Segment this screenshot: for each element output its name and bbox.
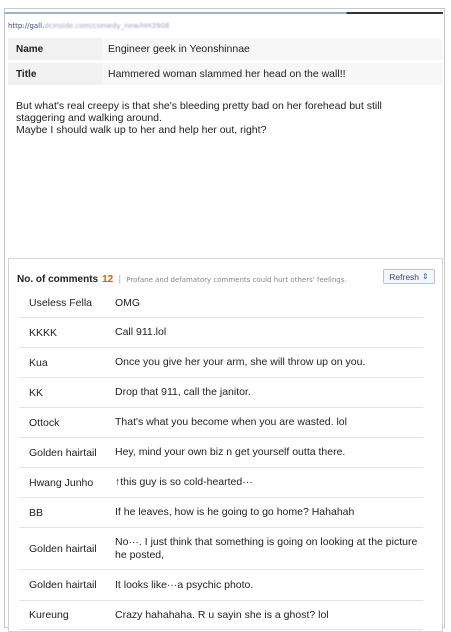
comment-row	[19, 570, 423, 601]
comment-row	[19, 348, 423, 378]
post-line: Maybe I should walk up to her and help her out, right?	[16, 124, 267, 136]
comment-author[interactable]: KKKK	[29, 326, 58, 339]
info-key: Title	[16, 68, 37, 80]
comment-author[interactable]: BB	[29, 506, 44, 519]
comment-row	[19, 318, 423, 348]
comment-row	[19, 528, 423, 570]
url-blurred: dcinside.com/comedy_new/HH3908	[44, 22, 170, 30]
comment-author[interactable]: Golden hairtail	[29, 446, 97, 459]
post-line: But what's real creepy is that she's bleeding pretty bad on her forehead but still	[16, 100, 382, 112]
comment-author[interactable]: KK	[29, 386, 44, 399]
post-line: staggering and walking around.	[16, 112, 162, 124]
comments-header	[17, 274, 347, 285]
comment-text: Drop that 911, call the janitor.	[115, 386, 251, 399]
comment-row	[19, 601, 423, 630]
comment-text: Hey, mind your own biz n get yourself outta there.	[115, 446, 346, 459]
comment-author[interactable]: Kua	[29, 356, 48, 369]
comment-text: If he leaves, how is he going to go home? Hahahah	[115, 506, 355, 519]
comment-row	[19, 438, 423, 468]
comment-author[interactable]: Useless Fella	[29, 297, 93, 309]
comment-text: OMG	[115, 296, 141, 309]
comment-text: No···. I just think that something is going on looking at the picture he posted,	[115, 536, 418, 561]
comment-row	[19, 498, 423, 528]
comment-row	[19, 378, 423, 408]
top-rule	[4, 12, 443, 14]
refresh-label: Refresh	[389, 271, 420, 282]
info-row-name	[8, 38, 443, 60]
post-info-table	[8, 38, 443, 88]
comments-note: Profane and defamatory comments could hurt others' feelings.	[126, 275, 347, 284]
info-value: Engineer geek in Yeonshinnae	[102, 38, 443, 60]
comment-author[interactable]: Kureung	[29, 609, 69, 621]
info-key: Name	[16, 43, 44, 55]
comment-text: Once you give her your arm, she will throw up on you.	[115, 356, 366, 369]
info-row-title	[8, 63, 443, 85]
comments-title: No. of comments	[17, 274, 99, 285]
comment-text: Call 911.lol	[115, 326, 167, 339]
comment-text: Crazy hahahaha. R u sayin she is a ghost? lol	[115, 608, 329, 621]
page-url[interactable]	[8, 22, 169, 30]
post-body	[16, 100, 436, 136]
header-separator: |	[118, 274, 122, 285]
comment-author[interactable]: Ottock	[29, 416, 60, 429]
comments-count: 12	[102, 274, 114, 285]
url-prefix: http://gall.	[8, 22, 45, 30]
comment-text: That's what you become when you are wasted. lol	[115, 416, 347, 429]
comment-row	[19, 289, 423, 318]
refresh-button[interactable]	[383, 269, 435, 284]
comment-row	[19, 408, 423, 438]
comment-text: It looks like···a psychic photo.	[115, 578, 254, 591]
comment-author[interactable]: Golden hairtail	[29, 579, 97, 591]
refresh-icon: ⇕	[422, 272, 429, 281]
comment-text: ↑this guy is so cold-hearted···	[115, 476, 253, 489]
comment-author[interactable]: Hwang Junho	[29, 476, 94, 489]
comments-section	[8, 258, 443, 632]
info-value: Hammered woman slammed her head on the wall!!	[102, 63, 443, 85]
comment-author[interactable]: Golden hairtail	[29, 542, 97, 555]
comment-list	[19, 289, 423, 630]
comment-row	[19, 468, 423, 498]
